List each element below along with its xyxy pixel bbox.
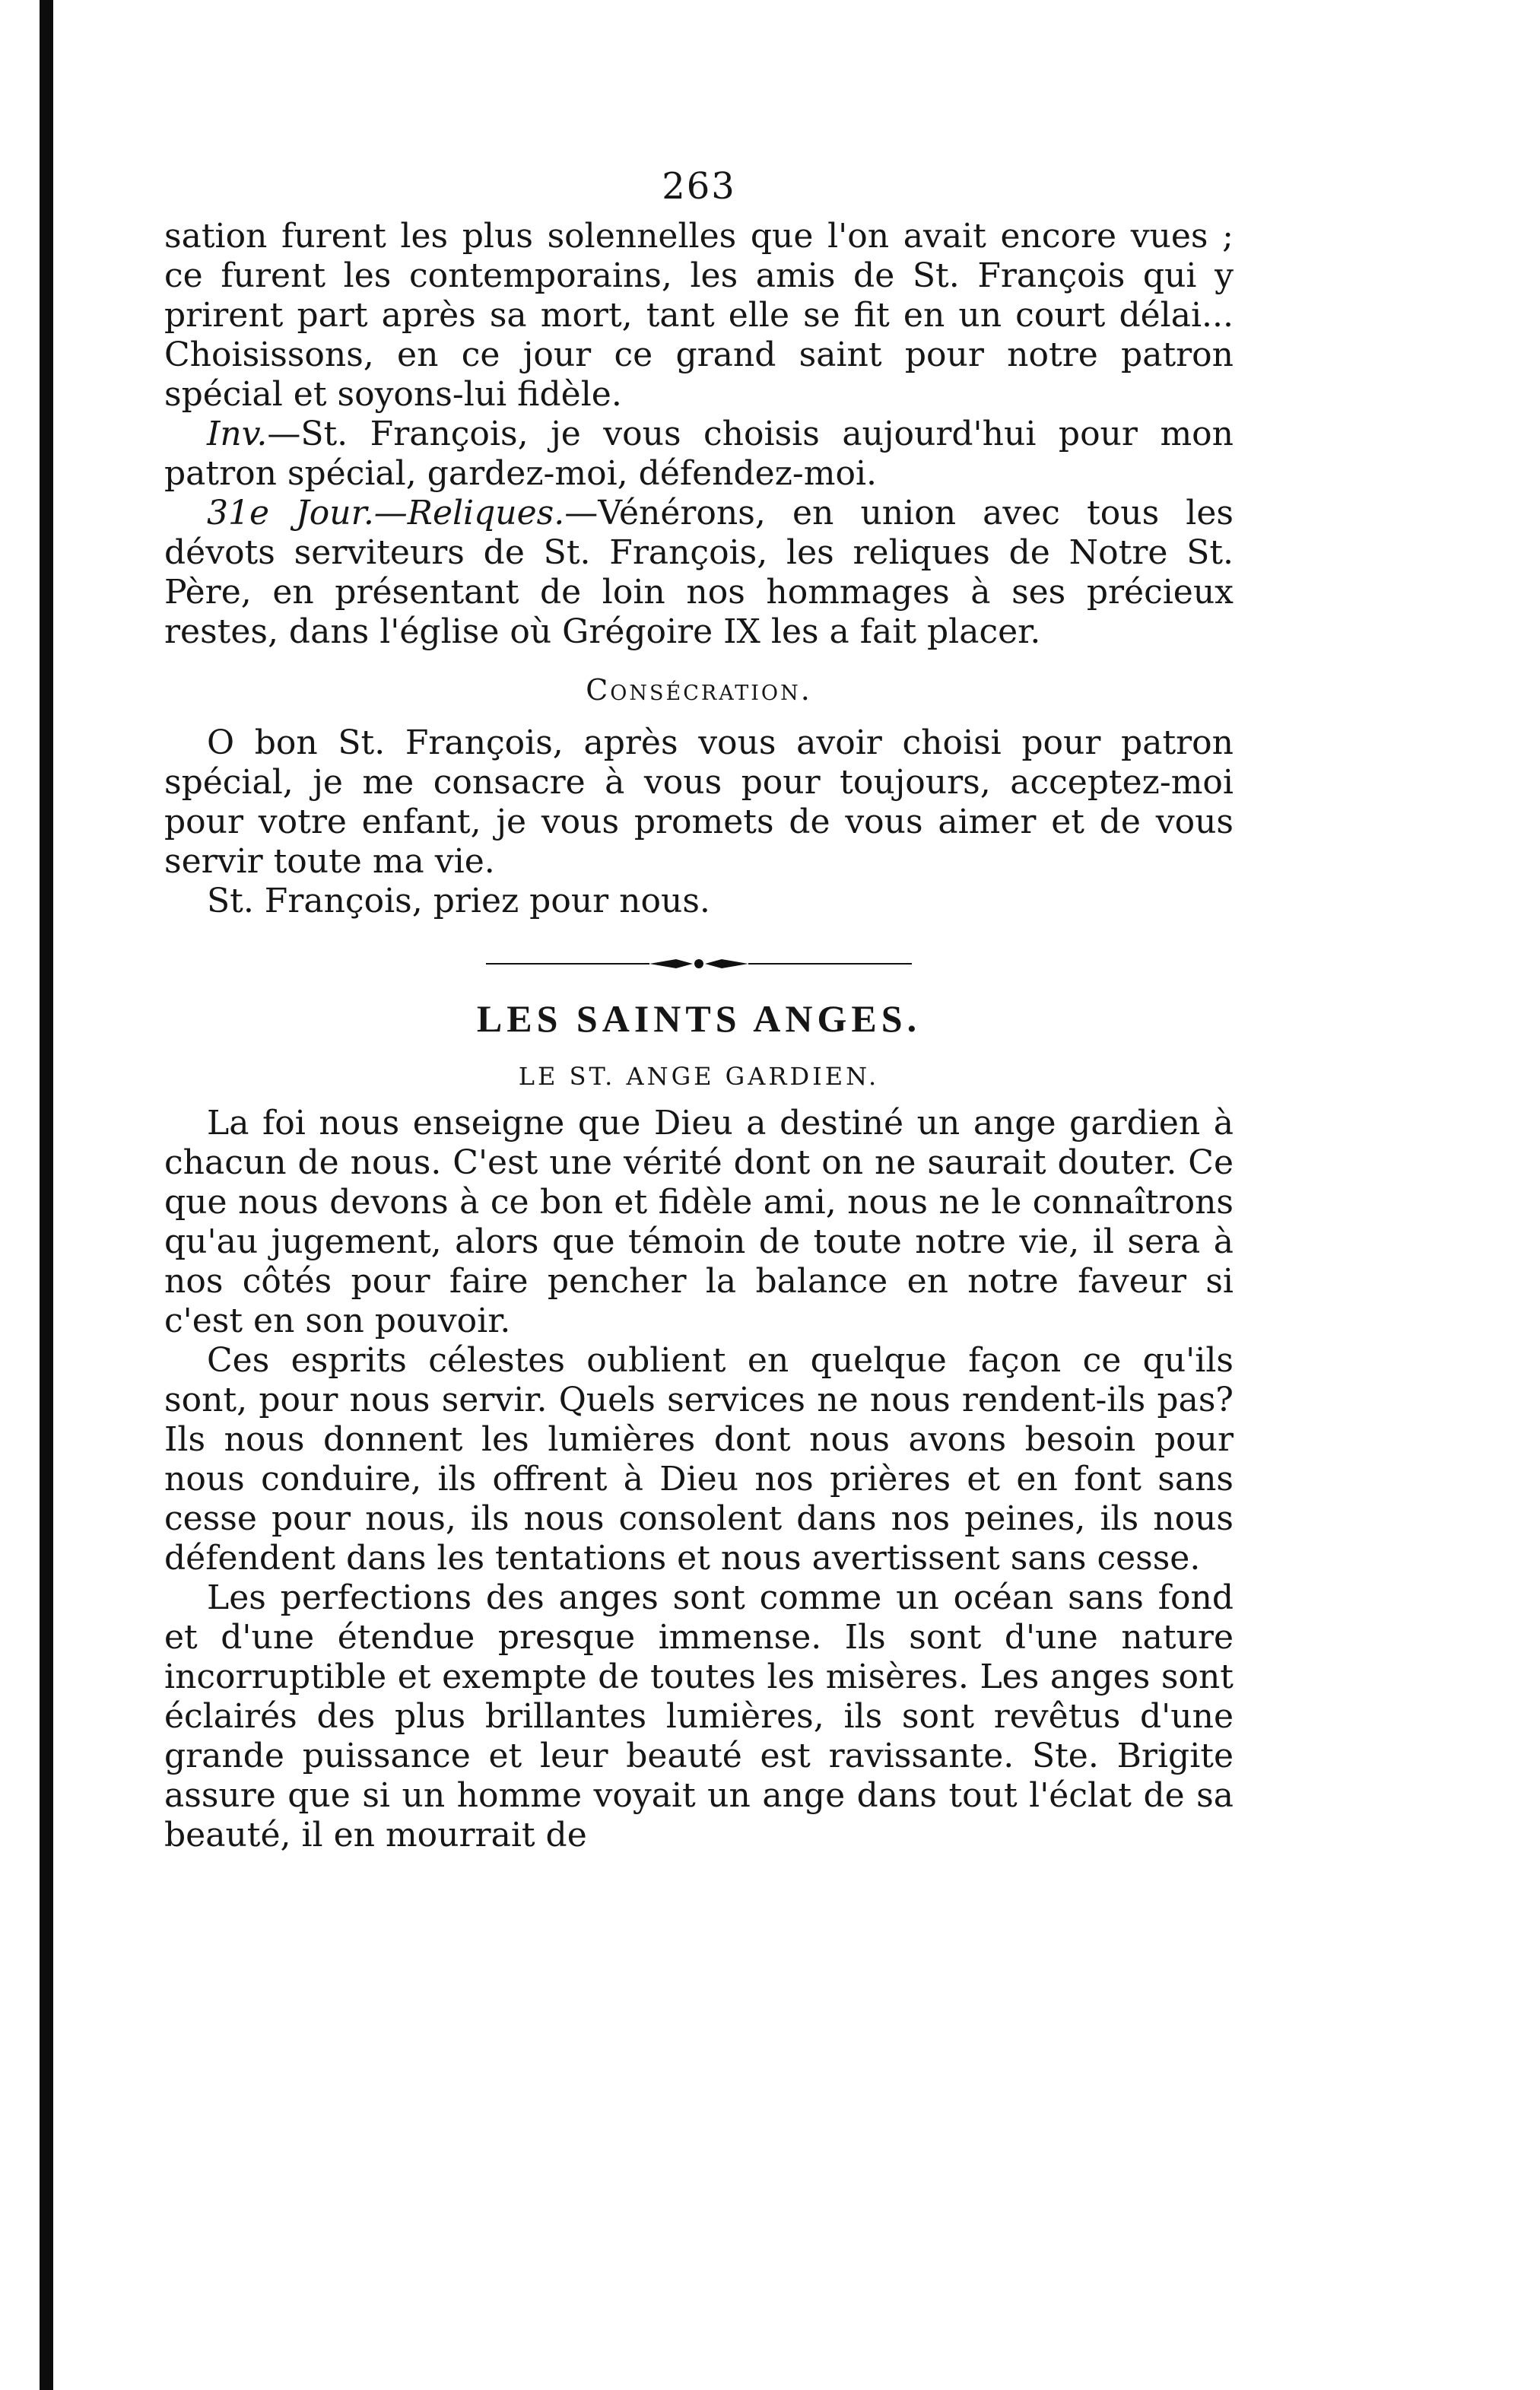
invocation-paragraph [164,415,1234,494]
section-subtitle: LE ST. ANGE GARDIEN. [518,1062,880,1091]
section-title: LES SAINTS ANGES. [476,997,922,1040]
invocation-text: —St. François, je vous choisis aujourd'hui pour mon patron spécial, gardez-moi, défendez-moi. [164,415,1234,493]
section-paragraph: La foi nous enseigne que Dieu a destiné un ange gardien à chacun de nous. C'est une vérité dont on ne saurait douter. Ce que nous devons à ce bon et fidèle ami, nous ne le connaîtrons qu'au jugement, alors que témoin de toute notre vie, il sera à nos côtés pour faire pencher la balance en notre faveur si c'est en son pouvoir. [164,1104,1234,1340]
consecration-paragraph: O bon St. François, après vous avoir choisi pour patron spécial, je me consacre à vous pour toujours, acceptez-moi pour votre enfant, je vous promets de vous aimer et de vous servir toute ma vie. [164,723,1234,881]
day-entry-paragraph [164,494,1234,652]
page-binding-edge [40,0,53,2390]
consecration-heading: Consécration. [586,673,812,707]
consecration-invocation: St. François, priez pour nous. [207,882,710,920]
section-paragraph: Ces esprits célestes oublient en quelque façon ce qu'ils sont, pour nous servir. Quels services ne nous rendent-ils pas? Ils nous donnent les lumières dont nous avons besoin pour nous conduire, ils offrent à Dieu nos prières et en font sans cesse pour nous, ils nous consolent dans nos peines, ils nous défendent dans les tentations et nous avertissent sans cesse. [164,1341,1234,1578]
invocation-label: Inv. [207,415,268,453]
day-entry-label: 31e Jour.—Reliques. [207,494,565,532]
section-divider-ornament-icon [486,955,912,973]
section-paragraph: Les perfections des anges sont comme un océan sans fond et d'une étendue presque immense. Ils sont d'une nature incorruptible et exempte de toutes les misères. Les anges sont éclairés des plus brillantes lumières, ils sont revêtus d'une grande puissance et leur beauté est ravissante. Ste. Brigite assure que si un homme voyait un ange dans tout l'éclat de sa beauté, il en mourrait de [164,1578,1234,1854]
page-number: 263 [662,165,736,208]
day-entry-text: —Vénérons, en union avec tous les dévots serviteurs de St. François, les reliques de Notre St. Père, en présentant de loin nos hommages à ses précieux restes, dans l'église où Grégoire IX les a fait placer. [164,494,1234,651]
book-page [164,164,1234,1855]
paragraph-opening: sation furent les plus solennelles que l'on avait encore vues ; ce furent les contemporains, les amis de St. François qui y prirent part après sa mort, tant elle se fit en un court délai... Choisissons, en ce jour ce grand saint pour notre patron spécial et soyons-lui fidèle. [164,217,1234,414]
